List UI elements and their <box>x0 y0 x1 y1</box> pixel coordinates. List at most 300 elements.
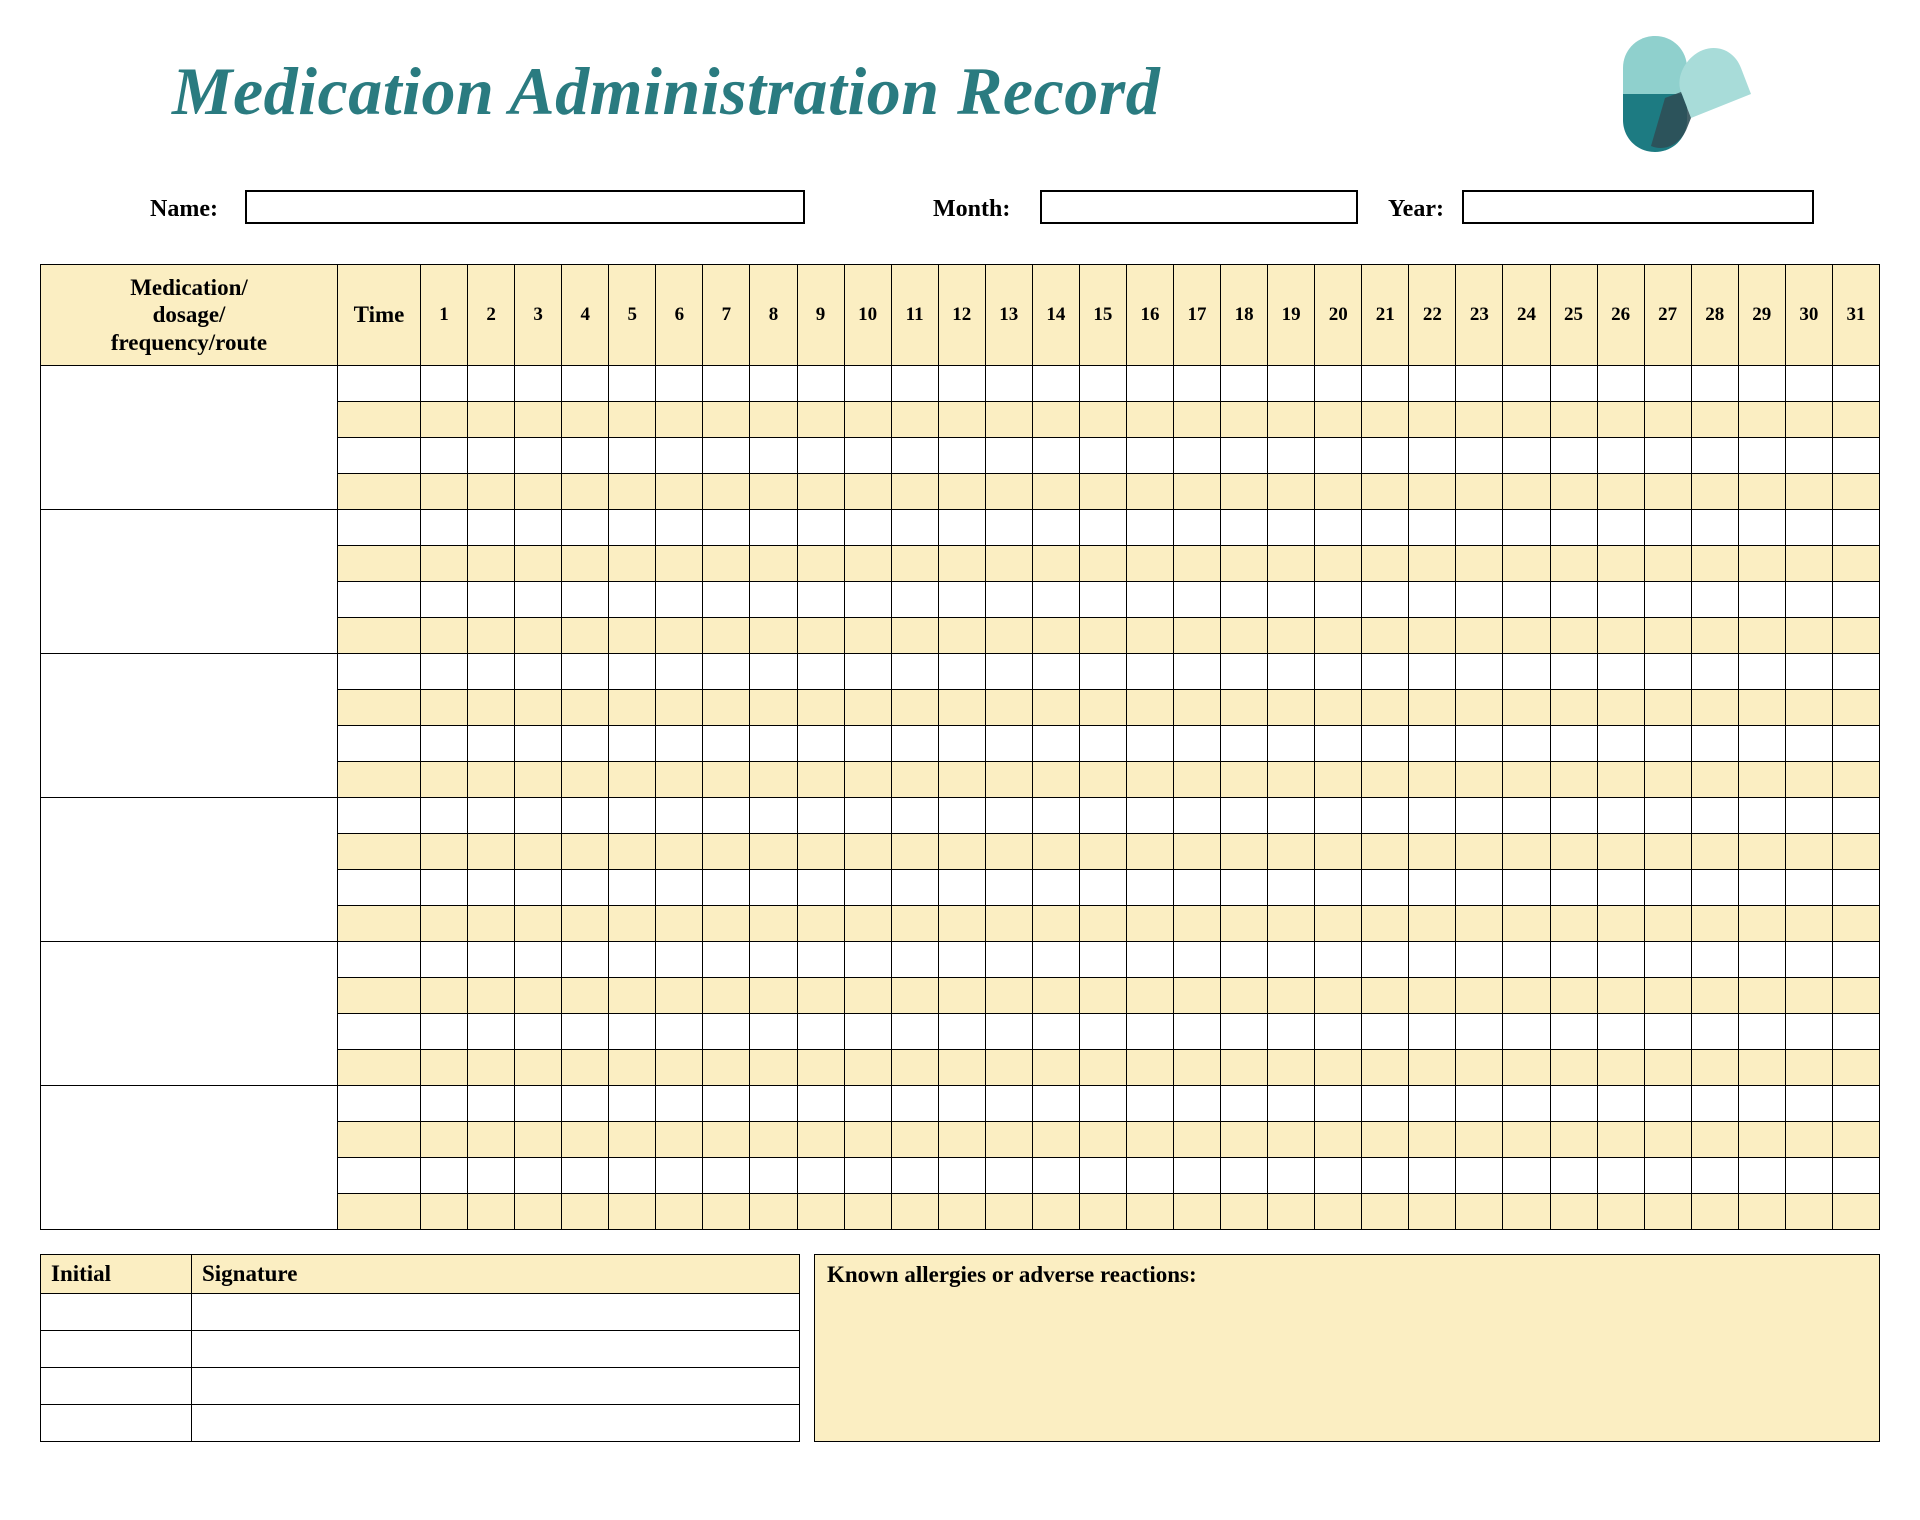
day-entry-cell[interactable] <box>1644 474 1691 510</box>
day-entry-cell[interactable] <box>1315 798 1362 834</box>
day-entry-cell[interactable] <box>1597 582 1644 618</box>
day-entry-cell[interactable] <box>1785 474 1832 510</box>
day-entry-cell[interactable] <box>468 762 515 798</box>
day-entry-cell[interactable] <box>421 402 468 438</box>
day-entry-cell[interactable] <box>1362 366 1409 402</box>
day-entry-cell[interactable] <box>1126 1194 1173 1230</box>
day-entry-cell[interactable] <box>1738 366 1785 402</box>
day-entry-cell[interactable] <box>985 726 1032 762</box>
initial-cell[interactable] <box>41 1405 192 1442</box>
day-entry-cell[interactable] <box>656 906 703 942</box>
day-entry-cell[interactable] <box>1268 582 1315 618</box>
day-entry-cell[interactable] <box>1174 726 1221 762</box>
day-entry-cell[interactable] <box>985 366 1032 402</box>
day-entry-cell[interactable] <box>609 762 656 798</box>
day-entry-cell[interactable] <box>468 654 515 690</box>
day-entry-cell[interactable] <box>1221 618 1268 654</box>
day-entry-cell[interactable] <box>844 1086 891 1122</box>
day-entry-cell[interactable] <box>985 1158 1032 1194</box>
day-entry-cell[interactable] <box>1785 510 1832 546</box>
day-entry-cell[interactable] <box>1503 474 1550 510</box>
day-entry-cell[interactable] <box>844 1158 891 1194</box>
day-entry-cell[interactable] <box>1456 1014 1503 1050</box>
day-entry-cell[interactable] <box>938 1194 985 1230</box>
day-entry-cell[interactable] <box>1691 366 1738 402</box>
day-entry-cell[interactable] <box>1174 654 1221 690</box>
time-entry-cell[interactable] <box>338 942 421 978</box>
day-entry-cell[interactable] <box>703 438 750 474</box>
day-entry-cell[interactable] <box>1644 510 1691 546</box>
day-entry-cell[interactable] <box>1315 942 1362 978</box>
day-entry-cell[interactable] <box>562 1014 609 1050</box>
day-entry-cell[interactable] <box>1456 870 1503 906</box>
day-entry-cell[interactable] <box>985 834 1032 870</box>
day-entry-cell[interactable] <box>1597 402 1644 438</box>
day-entry-cell[interactable] <box>421 618 468 654</box>
day-entry-cell[interactable] <box>1268 1086 1315 1122</box>
day-entry-cell[interactable] <box>891 762 938 798</box>
day-entry-cell[interactable] <box>703 690 750 726</box>
day-entry-cell[interactable] <box>1174 906 1221 942</box>
day-entry-cell[interactable] <box>1362 690 1409 726</box>
day-entry-cell[interactable] <box>1503 546 1550 582</box>
day-entry-cell[interactable] <box>1503 1158 1550 1194</box>
day-entry-cell[interactable] <box>421 942 468 978</box>
time-entry-cell[interactable] <box>338 438 421 474</box>
day-entry-cell[interactable] <box>1503 654 1550 690</box>
day-entry-cell[interactable] <box>1738 474 1785 510</box>
day-entry-cell[interactable] <box>515 942 562 978</box>
day-entry-cell[interactable] <box>1268 402 1315 438</box>
day-entry-cell[interactable] <box>1268 1014 1315 1050</box>
day-entry-cell[interactable] <box>656 474 703 510</box>
day-entry-cell[interactable] <box>1738 798 1785 834</box>
day-entry-cell[interactable] <box>1738 834 1785 870</box>
day-entry-cell[interactable] <box>468 618 515 654</box>
day-entry-cell[interactable] <box>797 1050 844 1086</box>
day-entry-cell[interactable] <box>1738 942 1785 978</box>
day-entry-cell[interactable] <box>1832 402 1879 438</box>
time-entry-cell[interactable] <box>338 546 421 582</box>
day-entry-cell[interactable] <box>468 942 515 978</box>
day-entry-cell[interactable] <box>1503 906 1550 942</box>
day-entry-cell[interactable] <box>1550 834 1597 870</box>
day-entry-cell[interactable] <box>1832 1158 1879 1194</box>
day-entry-cell[interactable] <box>1315 870 1362 906</box>
day-entry-cell[interactable] <box>1409 618 1456 654</box>
day-entry-cell[interactable] <box>656 1158 703 1194</box>
day-entry-cell[interactable] <box>750 1194 797 1230</box>
day-entry-cell[interactable] <box>656 402 703 438</box>
day-entry-cell[interactable] <box>1832 798 1879 834</box>
day-entry-cell[interactable] <box>1409 978 1456 1014</box>
day-entry-cell[interactable] <box>1597 438 1644 474</box>
day-entry-cell[interactable] <box>797 906 844 942</box>
day-entry-cell[interactable] <box>1174 870 1221 906</box>
day-entry-cell[interactable] <box>1174 1194 1221 1230</box>
time-entry-cell[interactable] <box>338 1122 421 1158</box>
day-entry-cell[interactable] <box>1409 474 1456 510</box>
day-entry-cell[interactable] <box>1456 1158 1503 1194</box>
day-entry-cell[interactable] <box>797 474 844 510</box>
day-entry-cell[interactable] <box>1456 906 1503 942</box>
day-entry-cell[interactable] <box>938 726 985 762</box>
day-entry-cell[interactable] <box>1221 690 1268 726</box>
day-entry-cell[interactable] <box>1738 1050 1785 1086</box>
day-entry-cell[interactable] <box>1785 726 1832 762</box>
day-entry-cell[interactable] <box>844 438 891 474</box>
day-entry-cell[interactable] <box>703 1086 750 1122</box>
day-entry-cell[interactable] <box>1315 1122 1362 1158</box>
day-entry-cell[interactable] <box>1174 1086 1221 1122</box>
day-entry-cell[interactable] <box>844 546 891 582</box>
day-entry-cell[interactable] <box>1738 582 1785 618</box>
day-entry-cell[interactable] <box>1315 474 1362 510</box>
day-entry-cell[interactable] <box>421 1158 468 1194</box>
day-entry-cell[interactable] <box>1456 438 1503 474</box>
day-entry-cell[interactable] <box>750 546 797 582</box>
day-entry-cell[interactable] <box>1691 474 1738 510</box>
day-entry-cell[interactable] <box>421 906 468 942</box>
day-entry-cell[interactable] <box>1174 402 1221 438</box>
day-entry-cell[interactable] <box>515 654 562 690</box>
day-entry-cell[interactable] <box>1268 1050 1315 1086</box>
day-entry-cell[interactable] <box>1456 510 1503 546</box>
day-entry-cell[interactable] <box>421 1194 468 1230</box>
day-entry-cell[interactable] <box>938 942 985 978</box>
day-entry-cell[interactable] <box>1362 834 1409 870</box>
day-entry-cell[interactable] <box>562 978 609 1014</box>
day-entry-cell[interactable] <box>1268 726 1315 762</box>
day-entry-cell[interactable] <box>1079 474 1126 510</box>
day-entry-cell[interactable] <box>1079 870 1126 906</box>
day-entry-cell[interactable] <box>1691 1086 1738 1122</box>
day-entry-cell[interactable] <box>1409 1086 1456 1122</box>
day-entry-cell[interactable] <box>985 1194 1032 1230</box>
day-entry-cell[interactable] <box>1126 1014 1173 1050</box>
day-entry-cell[interactable] <box>468 366 515 402</box>
day-entry-cell[interactable] <box>656 510 703 546</box>
day-entry-cell[interactable] <box>797 762 844 798</box>
day-entry-cell[interactable] <box>1221 582 1268 618</box>
day-entry-cell[interactable] <box>1597 1086 1644 1122</box>
day-entry-cell[interactable] <box>1362 870 1409 906</box>
day-entry-cell[interactable] <box>1032 618 1079 654</box>
time-entry-cell[interactable] <box>338 618 421 654</box>
day-entry-cell[interactable] <box>1644 654 1691 690</box>
day-entry-cell[interactable] <box>1785 942 1832 978</box>
day-entry-cell[interactable] <box>1503 618 1550 654</box>
day-entry-cell[interactable] <box>1409 1158 1456 1194</box>
day-entry-cell[interactable] <box>938 978 985 1014</box>
day-entry-cell[interactable] <box>1785 402 1832 438</box>
day-entry-cell[interactable] <box>609 1194 656 1230</box>
medication-entry-cell[interactable] <box>41 366 338 510</box>
day-entry-cell[interactable] <box>468 1122 515 1158</box>
day-entry-cell[interactable] <box>844 1122 891 1158</box>
day-entry-cell[interactable] <box>1362 906 1409 942</box>
day-entry-cell[interactable] <box>1409 438 1456 474</box>
day-entry-cell[interactable] <box>1126 798 1173 834</box>
day-entry-cell[interactable] <box>938 690 985 726</box>
day-entry-cell[interactable] <box>938 402 985 438</box>
day-entry-cell[interactable] <box>468 798 515 834</box>
day-entry-cell[interactable] <box>797 510 844 546</box>
day-entry-cell[interactable] <box>1644 942 1691 978</box>
day-entry-cell[interactable] <box>703 402 750 438</box>
day-entry-cell[interactable] <box>1268 1122 1315 1158</box>
day-entry-cell[interactable] <box>1409 726 1456 762</box>
day-entry-cell[interactable] <box>1079 1158 1126 1194</box>
day-entry-cell[interactable] <box>1126 582 1173 618</box>
day-entry-cell[interactable] <box>938 1050 985 1086</box>
day-entry-cell[interactable] <box>1032 654 1079 690</box>
day-entry-cell[interactable] <box>1268 510 1315 546</box>
day-entry-cell[interactable] <box>1785 1050 1832 1086</box>
day-entry-cell[interactable] <box>1738 690 1785 726</box>
day-entry-cell[interactable] <box>421 582 468 618</box>
day-entry-cell[interactable] <box>985 1086 1032 1122</box>
day-entry-cell[interactable] <box>703 762 750 798</box>
day-entry-cell[interactable] <box>562 834 609 870</box>
day-entry-cell[interactable] <box>938 1086 985 1122</box>
day-entry-cell[interactable] <box>938 798 985 834</box>
day-entry-cell[interactable] <box>797 654 844 690</box>
day-entry-cell[interactable] <box>1456 690 1503 726</box>
day-entry-cell[interactable] <box>985 942 1032 978</box>
day-entry-cell[interactable] <box>1597 798 1644 834</box>
day-entry-cell[interactable] <box>1785 834 1832 870</box>
day-entry-cell[interactable] <box>938 870 985 906</box>
day-entry-cell[interactable] <box>891 1050 938 1086</box>
day-entry-cell[interactable] <box>609 654 656 690</box>
day-entry-cell[interactable] <box>1362 798 1409 834</box>
day-entry-cell[interactable] <box>1597 1158 1644 1194</box>
day-entry-cell[interactable] <box>750 582 797 618</box>
day-entry-cell[interactable] <box>1691 1122 1738 1158</box>
day-entry-cell[interactable] <box>1126 870 1173 906</box>
day-entry-cell[interactable] <box>1079 546 1126 582</box>
day-entry-cell[interactable] <box>1644 1194 1691 1230</box>
day-entry-cell[interactable] <box>1032 798 1079 834</box>
day-entry-cell[interactable] <box>1738 978 1785 1014</box>
day-entry-cell[interactable] <box>609 690 656 726</box>
day-entry-cell[interactable] <box>938 654 985 690</box>
day-entry-cell[interactable] <box>1503 1014 1550 1050</box>
day-entry-cell[interactable] <box>515 762 562 798</box>
day-entry-cell[interactable] <box>468 978 515 1014</box>
day-entry-cell[interactable] <box>750 834 797 870</box>
time-entry-cell[interactable] <box>338 906 421 942</box>
day-entry-cell[interactable] <box>1268 618 1315 654</box>
day-entry-cell[interactable] <box>750 762 797 798</box>
day-entry-cell[interactable] <box>1597 654 1644 690</box>
day-entry-cell[interactable] <box>1456 1122 1503 1158</box>
time-entry-cell[interactable] <box>338 870 421 906</box>
day-entry-cell[interactable] <box>797 546 844 582</box>
day-entry-cell[interactable] <box>1738 1086 1785 1122</box>
day-entry-cell[interactable] <box>1550 1158 1597 1194</box>
day-entry-cell[interactable] <box>421 726 468 762</box>
day-entry-cell[interactable] <box>1221 438 1268 474</box>
day-entry-cell[interactable] <box>1644 726 1691 762</box>
day-entry-cell[interactable] <box>1032 1158 1079 1194</box>
day-entry-cell[interactable] <box>515 1122 562 1158</box>
day-entry-cell[interactable] <box>468 438 515 474</box>
day-entry-cell[interactable] <box>562 618 609 654</box>
time-entry-cell[interactable] <box>338 798 421 834</box>
day-entry-cell[interactable] <box>1691 1014 1738 1050</box>
day-entry-cell[interactable] <box>1785 582 1832 618</box>
time-entry-cell[interactable] <box>338 582 421 618</box>
day-entry-cell[interactable] <box>1550 690 1597 726</box>
day-entry-cell[interactable] <box>468 1014 515 1050</box>
day-entry-cell[interactable] <box>1268 906 1315 942</box>
day-entry-cell[interactable] <box>468 582 515 618</box>
day-entry-cell[interactable] <box>1550 1194 1597 1230</box>
day-entry-cell[interactable] <box>609 366 656 402</box>
day-entry-cell[interactable] <box>515 1050 562 1086</box>
day-entry-cell[interactable] <box>656 942 703 978</box>
day-entry-cell[interactable] <box>750 654 797 690</box>
day-entry-cell[interactable] <box>562 1122 609 1158</box>
day-entry-cell[interactable] <box>1126 402 1173 438</box>
time-entry-cell[interactable] <box>338 978 421 1014</box>
day-entry-cell[interactable] <box>1550 402 1597 438</box>
day-entry-cell[interactable] <box>891 654 938 690</box>
day-entry-cell[interactable] <box>1503 1050 1550 1086</box>
day-entry-cell[interactable] <box>938 546 985 582</box>
day-entry-cell[interactable] <box>938 618 985 654</box>
day-entry-cell[interactable] <box>1503 1194 1550 1230</box>
day-entry-cell[interactable] <box>1409 402 1456 438</box>
day-entry-cell[interactable] <box>1079 366 1126 402</box>
day-entry-cell[interactable] <box>421 1122 468 1158</box>
day-entry-cell[interactable] <box>562 654 609 690</box>
day-entry-cell[interactable] <box>1174 798 1221 834</box>
day-entry-cell[interactable] <box>1268 762 1315 798</box>
day-entry-cell[interactable] <box>797 978 844 1014</box>
day-entry-cell[interactable] <box>1550 654 1597 690</box>
day-entry-cell[interactable] <box>1221 654 1268 690</box>
day-entry-cell[interactable] <box>656 978 703 1014</box>
day-entry-cell[interactable] <box>703 834 750 870</box>
day-entry-cell[interactable] <box>1362 546 1409 582</box>
day-entry-cell[interactable] <box>1079 834 1126 870</box>
day-entry-cell[interactable] <box>1315 1194 1362 1230</box>
day-entry-cell[interactable] <box>515 978 562 1014</box>
day-entry-cell[interactable] <box>750 978 797 1014</box>
day-entry-cell[interactable] <box>1079 1122 1126 1158</box>
day-entry-cell[interactable] <box>1268 1158 1315 1194</box>
day-entry-cell[interactable] <box>844 726 891 762</box>
day-entry-cell[interactable] <box>1691 690 1738 726</box>
day-entry-cell[interactable] <box>1126 726 1173 762</box>
day-entry-cell[interactable] <box>844 834 891 870</box>
day-entry-cell[interactable] <box>1644 798 1691 834</box>
day-entry-cell[interactable] <box>1221 834 1268 870</box>
day-entry-cell[interactable] <box>421 690 468 726</box>
day-entry-cell[interactable] <box>1079 438 1126 474</box>
day-entry-cell[interactable] <box>844 978 891 1014</box>
day-entry-cell[interactable] <box>562 690 609 726</box>
day-entry-cell[interactable] <box>1503 870 1550 906</box>
day-entry-cell[interactable] <box>1362 654 1409 690</box>
day-entry-cell[interactable] <box>1832 726 1879 762</box>
day-entry-cell[interactable] <box>1785 798 1832 834</box>
day-entry-cell[interactable] <box>1174 510 1221 546</box>
day-entry-cell[interactable] <box>1221 474 1268 510</box>
day-entry-cell[interactable] <box>1221 762 1268 798</box>
day-entry-cell[interactable] <box>1785 438 1832 474</box>
day-entry-cell[interactable] <box>656 690 703 726</box>
day-entry-cell[interactable] <box>844 942 891 978</box>
day-entry-cell[interactable] <box>609 726 656 762</box>
day-entry-cell[interactable] <box>985 402 1032 438</box>
day-entry-cell[interactable] <box>656 582 703 618</box>
day-entry-cell[interactable] <box>1079 942 1126 978</box>
day-entry-cell[interactable] <box>1174 582 1221 618</box>
day-entry-cell[interactable] <box>1174 546 1221 582</box>
day-entry-cell[interactable] <box>703 582 750 618</box>
day-entry-cell[interactable] <box>1456 402 1503 438</box>
day-entry-cell[interactable] <box>1503 438 1550 474</box>
medication-entry-cell[interactable] <box>41 798 338 942</box>
day-entry-cell[interactable] <box>656 438 703 474</box>
day-entry-cell[interactable] <box>1691 798 1738 834</box>
day-entry-cell[interactable] <box>1456 1086 1503 1122</box>
day-entry-cell[interactable] <box>1644 906 1691 942</box>
day-entry-cell[interactable] <box>1832 834 1879 870</box>
day-entry-cell[interactable] <box>1738 1122 1785 1158</box>
day-entry-cell[interactable] <box>1315 906 1362 942</box>
day-entry-cell[interactable] <box>468 1194 515 1230</box>
day-entry-cell[interactable] <box>1832 438 1879 474</box>
day-entry-cell[interactable] <box>562 1050 609 1086</box>
day-entry-cell[interactable] <box>938 834 985 870</box>
day-entry-cell[interactable] <box>1644 690 1691 726</box>
day-entry-cell[interactable] <box>1126 546 1173 582</box>
day-entry-cell[interactable] <box>1738 618 1785 654</box>
day-entry-cell[interactable] <box>1785 1086 1832 1122</box>
day-entry-cell[interactable] <box>1126 366 1173 402</box>
time-entry-cell[interactable] <box>338 654 421 690</box>
day-entry-cell[interactable] <box>1032 690 1079 726</box>
day-entry-cell[interactable] <box>1221 402 1268 438</box>
day-entry-cell[interactable] <box>1691 1050 1738 1086</box>
day-entry-cell[interactable] <box>1550 438 1597 474</box>
day-entry-cell[interactable] <box>1032 402 1079 438</box>
day-entry-cell[interactable] <box>1362 1194 1409 1230</box>
day-entry-cell[interactable] <box>703 1158 750 1194</box>
day-entry-cell[interactable] <box>1597 870 1644 906</box>
day-entry-cell[interactable] <box>1597 546 1644 582</box>
medication-entry-cell[interactable] <box>41 942 338 1086</box>
day-entry-cell[interactable] <box>891 690 938 726</box>
day-entry-cell[interactable] <box>844 654 891 690</box>
day-entry-cell[interactable] <box>797 870 844 906</box>
day-entry-cell[interactable] <box>609 906 656 942</box>
signature-cell[interactable] <box>192 1405 800 1442</box>
day-entry-cell[interactable] <box>844 1194 891 1230</box>
day-entry-cell[interactable] <box>1362 1050 1409 1086</box>
day-entry-cell[interactable] <box>844 1050 891 1086</box>
day-entry-cell[interactable] <box>609 1050 656 1086</box>
day-entry-cell[interactable] <box>609 402 656 438</box>
day-entry-cell[interactable] <box>891 870 938 906</box>
day-entry-cell[interactable] <box>1456 798 1503 834</box>
day-entry-cell[interactable] <box>703 474 750 510</box>
